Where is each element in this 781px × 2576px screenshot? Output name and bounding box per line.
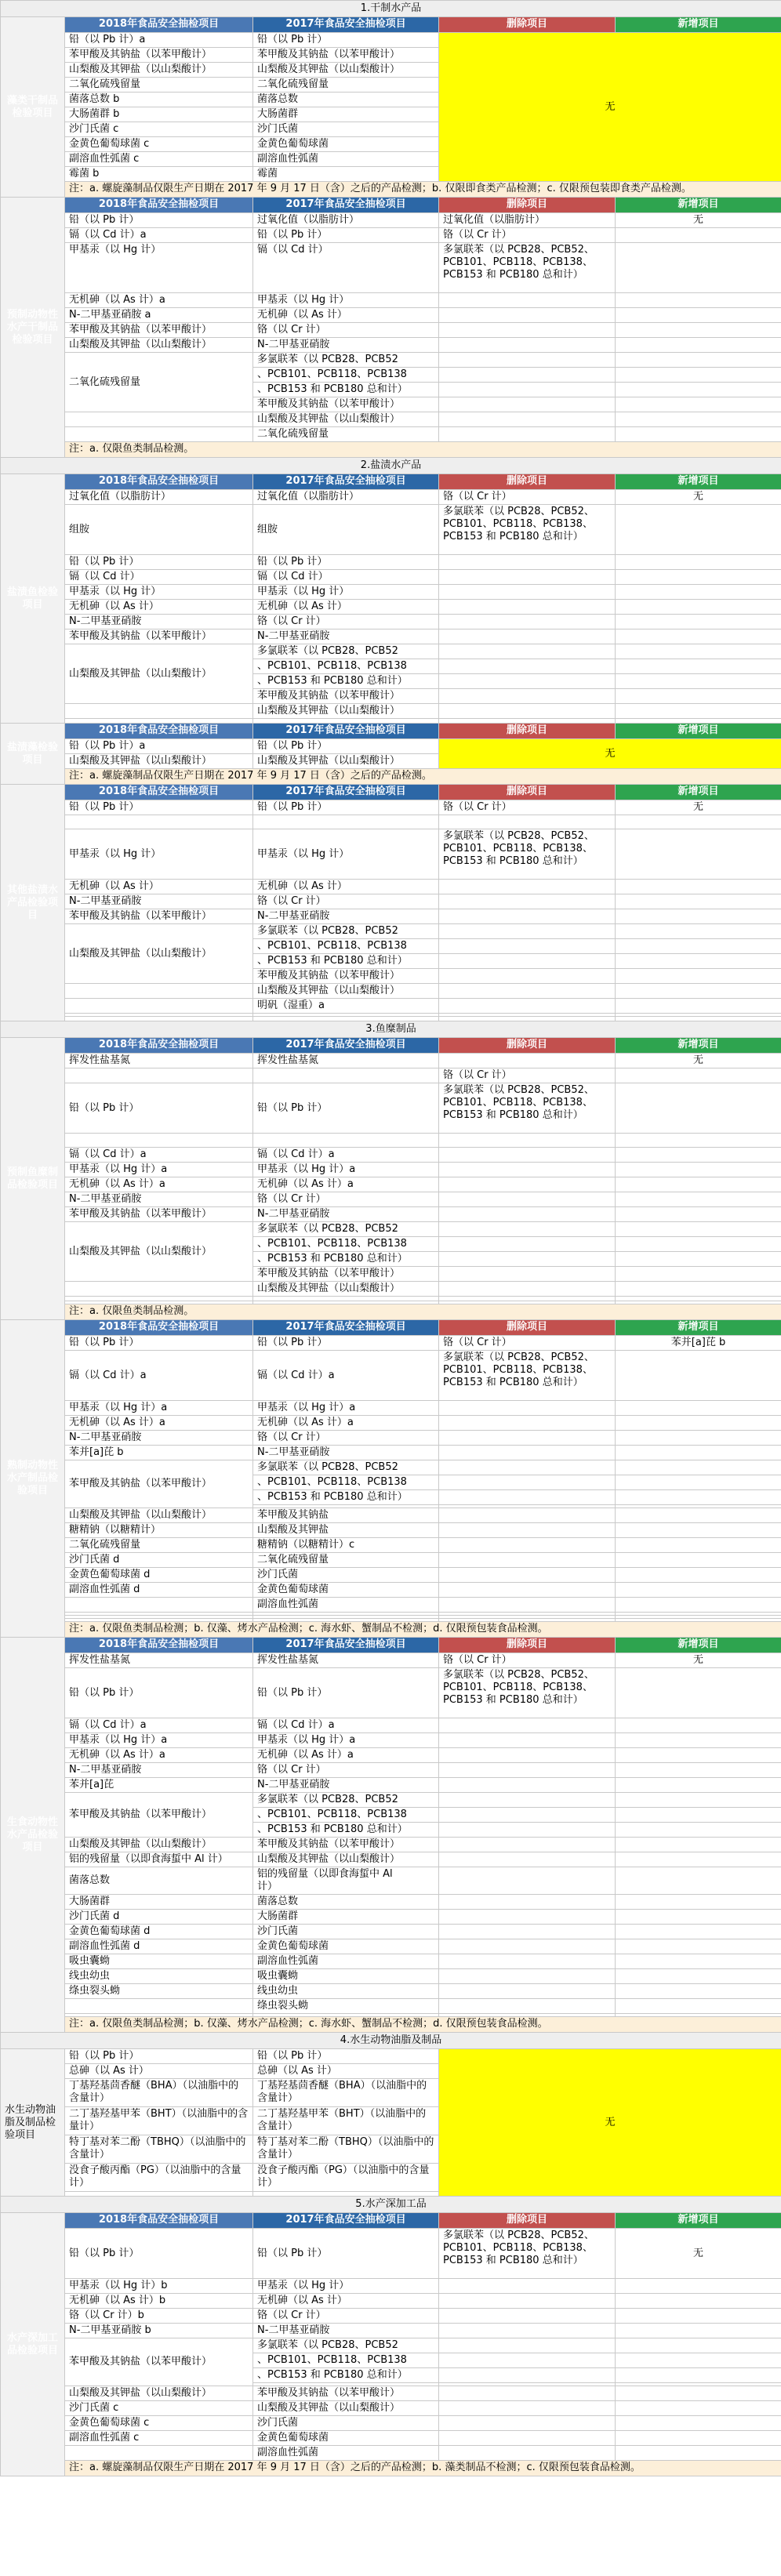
item-2018: 二氧化硫残留量 <box>65 78 253 93</box>
category-label: 其他盐渍水产品检验项目 <box>1 785 65 1021</box>
item-2018: N-二甲基亚硝胺 <box>65 615 253 629</box>
item-2017: 山梨酸及其钾盐（以山梨酸计） <box>253 754 439 769</box>
item-2017: 苯甲酸及其钠盐 <box>253 1508 439 1523</box>
item-2017: 铬（以 Cr 计） <box>253 2309 439 2324</box>
item-2017: 山梨酸及其钾盐（以山梨酸计） <box>253 2401 439 2416</box>
item-2017: 铬（以 Cr 计） <box>253 1431 439 1446</box>
item-2018: 镉（以 Cd 计）a <box>65 228 253 243</box>
category-label: 熟制动物性水产制品检验项目 <box>1 1320 65 1638</box>
item-2017: 特丁基对苯二酚（TBHQ）（以油脂中的含量计） <box>253 2135 439 2164</box>
item-2017: N-二甲基亚硝胺 <box>253 629 439 644</box>
item-2018: 挥发性盐基氮 <box>65 1054 253 1068</box>
item-2017: 多氯联苯（以 PCB28、PCB52 <box>253 644 439 659</box>
item-2017-line-1: 铝的残留量（以即食海蜇中 Al <box>257 1868 393 1880</box>
item-2017: 金黄色葡萄球菌 <box>253 1583 439 1598</box>
header-deleted: 删除项目 <box>439 1638 616 1653</box>
item-2017: 绦虫裂头蚴 <box>253 1999 439 2014</box>
item-2018: 大肠菌群 b <box>65 107 253 122</box>
item-2017: 副溶血性弧菌 <box>253 2446 439 2461</box>
section-title: 2.盐渍水产品 <box>1 458 781 474</box>
deleted-item: 铬（以 Cr 计） <box>439 1653 616 1668</box>
item-2018: N-二甲基亚硝胺 b <box>65 2324 253 2338</box>
header-added: 新增项目 <box>616 474 781 490</box>
item-2018: 苯并[a]芘 b <box>65 1446 253 1460</box>
item-2018: N-二甲基亚硝胺 <box>65 1431 253 1446</box>
item-2017: 镉（以 Cd 计）a <box>253 1148 439 1163</box>
item-2017: 铅（以 Pb 计） <box>253 800 439 815</box>
item-2017-line-2: 计） <box>257 1881 278 1892</box>
item-2017: 多氯联苯（以 PCB28、PCB52 <box>253 2338 439 2353</box>
item-2017: 、PCB153 和 PCB180 总和计） <box>253 1823 439 1838</box>
deleted-item: 铬（以 Cr 计） <box>439 490 616 505</box>
item-2017: 、PCB153 和 PCB180 总和计） <box>253 383 439 397</box>
item-2017: 铬（以 Cr 计） <box>253 894 439 909</box>
header-deleted: 删除项目 <box>439 2213 616 2229</box>
item-2017: N-二甲基亚硝胺 <box>253 909 439 924</box>
item-2018: 甲基汞（以 Hg 计） <box>65 243 253 293</box>
item-2018: 甲基汞（以 Hg 计）a <box>65 1733 253 1748</box>
item-2017: 苯甲酸及其钠盐（以苯甲酸计） <box>253 689 439 704</box>
item-2018: 沙门氏菌 c <box>65 2401 253 2416</box>
item-2017: 苯甲酸及其钠盐（以苯甲酸计） <box>253 969 439 984</box>
item-2017: 大肠菌群 <box>253 1910 439 1925</box>
header-2018: 2018年食品安全抽检项目 <box>65 724 253 739</box>
item-2017: 过氧化值（以脂肪计） <box>253 490 439 505</box>
item-2017: 多氯联苯（以 PCB28、PCB52 <box>253 1222 439 1237</box>
header-added: 新增项目 <box>616 724 781 739</box>
item-2017 <box>253 1867 439 1895</box>
item-2018: 挥发性盐基氮 <box>65 1653 253 1668</box>
item-2017: 铅（以 Pb 计） <box>253 1336 439 1351</box>
item-2018: 铅（以 Pb 计） <box>65 800 253 815</box>
item-2018: 菌落总数 <box>65 1867 253 1895</box>
note: 注：a. 螺旋藻制品仅限生产日期在 2017 年 9 月 17 日（含）之后的产品检测；b. 藻类制品不检测；c. 仅限预包装食品检测。 <box>65 2461 781 2476</box>
note: 注：a. 仅限鱼类制品检测；b. 仅藻、烤水产品检测；c. 海水虾、蟹制品不检测；d. 仅限预包装食品检测。 <box>65 2017 781 2033</box>
item-2017: 总砷（以 As 计） <box>253 2064 439 2079</box>
item-2017: 二氧化硫残留量 <box>253 1553 439 1568</box>
header-deleted: 删除项目 <box>439 474 616 490</box>
header-2018: 2018年食品安全抽检项目 <box>65 2213 253 2229</box>
item-2018: 苯甲酸及其钠盐（以苯甲酸计） <box>65 909 253 924</box>
item-2018: 苯甲酸及其钠盐（以苯甲酸计） <box>65 2338 253 2386</box>
section-title: 4.水生动物油脂及制品 <box>1 2033 781 2049</box>
item-2017: 沙门氏菌 <box>253 1568 439 1583</box>
item-2017: 无机砷（以 As 计） <box>253 308 439 323</box>
item-2017: 甲基汞（以 Hg 计）a <box>253 1401 439 1416</box>
item-2018: 总砷（以 As 计） <box>65 2064 253 2079</box>
item-2018: 无机砷（以 As 计）a <box>65 1416 253 1431</box>
item-2017: 、PCB101、PCB118、PCB138 <box>253 2353 439 2368</box>
item-2017: 霉菌 <box>253 167 439 182</box>
item-2017: 、PCB101、PCB118、PCB138 <box>253 939 439 954</box>
item-2017: 苯甲酸及其钠盐（以苯甲酸计） <box>253 1267 439 1282</box>
item-2017: 铅（以 Pb 计） <box>253 1083 439 1134</box>
item-2018: 无机砷（以 As 计） <box>65 880 253 894</box>
item-2018: 山梨酸及其钾盐（以山梨酸计） <box>65 754 253 769</box>
item-2018: 副溶血性弧菌 c <box>65 152 253 167</box>
item-2017: 副溶血性弧菌 <box>253 1954 439 1969</box>
item-2018: 苯甲酸及其钠盐（以苯甲酸计） <box>65 323 253 338</box>
item-2018: 甲基汞（以 Hg 计）b <box>65 2279 253 2294</box>
category-label: 水产深加工品检验项目 <box>1 2213 65 2476</box>
item-2017: 铅（以 Pb 计） <box>253 739 439 754</box>
item-2018: 无机砷（以 As 计）a <box>65 293 253 308</box>
item-2017: 、PCB153 和 PCB180 总和计） <box>253 1252 439 1267</box>
header-deleted: 删除项目 <box>439 1038 616 1054</box>
item-2018: 山梨酸及其钾盐（以山梨酸计） <box>65 1508 253 1523</box>
item-2018: 副溶血性弧菌 d <box>65 1939 253 1954</box>
header-deleted: 删除项目 <box>439 17 616 33</box>
item-2017: 甲基汞（以 Hg 计）a <box>253 1163 439 1177</box>
item-2017: 铬（以 Cr 计） <box>253 615 439 629</box>
item-2017: 丁基羟基茴香醚（BHA）（以油脂中的含量计） <box>253 2079 439 2107</box>
item-2017: 铅（以 Pb 计） <box>253 2229 439 2279</box>
item-2017: 铬（以 Cr 计） <box>253 1763 439 1778</box>
item-2017: 、PCB153 和 PCB180 总和计） <box>253 674 439 689</box>
no-change-cell: 无 <box>439 2049 781 2197</box>
item-2018: 过氧化值（以脂肪计） <box>65 490 253 505</box>
deleted-item: 多氯联苯（以 PCB28、PCB52、PCB101、PCB118、PCB138、PCB153 和 PCB180 总和计） <box>439 243 616 293</box>
item-2017: 甲基汞（以 Hg 计）a <box>253 1733 439 1748</box>
item-2018: 无机砷（以 As 计） <box>65 600 253 615</box>
item-2017: 铅（以 Pb 计） <box>253 1668 439 1718</box>
item-2018: 铅（以 Pb 计）a <box>65 33 253 48</box>
item-2017: 、PCB153 和 PCB180 总和计） <box>253 2368 439 2383</box>
item-2017: 苯甲酸及其钠盐（以苯甲酸计） <box>253 1838 439 1852</box>
header-2018: 2018年食品安全抽检项目 <box>65 1038 253 1054</box>
deleted-item: 多氯联苯（以 PCB28、PCB52、PCB101、PCB118、PCB138、PCB153 和 PCB180 总和计） <box>439 1668 616 1718</box>
item-2017: 组胺 <box>253 505 439 555</box>
item-2017: 、PCB153 和 PCB180 总和计） <box>253 954 439 969</box>
item-2017: 山梨酸及其钾盐（以山梨酸计） <box>253 63 439 78</box>
item-2018: 镉（以 Cd 计）a <box>65 1148 253 1163</box>
category-label: 藻类干制品检验项目 <box>1 17 65 198</box>
item-2017: 镉（以 Cd 计） <box>253 243 439 293</box>
header-2018: 2018年食品安全抽检项目 <box>65 1320 253 1336</box>
category-label: 水生动物油脂及制品检验项目 <box>1 2049 65 2197</box>
item-2017: 二氧化硫残留量 <box>253 78 439 93</box>
item-2017: 金黄色葡萄球菌 <box>253 2431 439 2446</box>
item-2018: 特丁基对苯二酚（TBHQ）（以油脂中的含量计） <box>65 2135 253 2164</box>
header-added: 新增项目 <box>616 17 781 33</box>
item-2018: 铅（以 Pb 计） <box>65 1336 253 1351</box>
item-2017: 甲基汞（以 Hg 计） <box>253 293 439 308</box>
deleted-item: 铬（以 Cr 计） <box>439 1068 616 1083</box>
no-change-cell: 无 <box>439 33 781 182</box>
item-2017: 山梨酸及其钾盐（以山梨酸计） <box>253 984 439 999</box>
item-2017: 、PCB101、PCB118、PCB138 <box>253 1808 439 1823</box>
item-2017: 糖精钠（以糖精计）c <box>253 1538 439 1553</box>
item-2018: 二氧化硫残留量 <box>65 353 253 412</box>
item-2018: 沙门氏菌 d <box>65 1553 253 1568</box>
item-2017: 无机砷（以 As 计） <box>253 600 439 615</box>
note: 注：a. 螺旋藻制品仅限生产日期在 2017 年 9 月 17 日（含）之后的产品检测。 <box>65 769 781 785</box>
header-2018: 2018年食品安全抽检项目 <box>65 198 253 213</box>
item-2017: 金黄色葡萄球菌 <box>253 1939 439 1954</box>
item-2018: 吸虫囊蚴 <box>65 1954 253 1969</box>
item-2017: 沙门氏菌 <box>253 2416 439 2431</box>
deleted-item: 多氯联苯（以 PCB28、PCB52、PCB101、PCB118、PCB138、PCB153 和 PCB180 总和计） <box>439 1351 616 1401</box>
item-2017: 没食子酸丙酯（PG）（以油脂中的含量计） <box>253 2164 439 2192</box>
header-added: 新增项目 <box>616 2213 781 2229</box>
header-2018: 2018年食品安全抽检项目 <box>65 17 253 33</box>
header-2017: 2017年食品安全抽检项目 <box>253 474 439 490</box>
item-2018: 山梨酸及其钾盐（以山梨酸计） <box>65 924 253 984</box>
header-deleted: 删除项目 <box>439 785 616 800</box>
header-added: 新增项目 <box>616 785 781 800</box>
item-2018: 铅（以 Pb 计） <box>65 1668 253 1718</box>
item-2018: 苯甲酸及其钠盐（以苯甲酸计） <box>65 1460 253 1508</box>
item-2017: 副溶血性弧菌 <box>253 1598 439 1613</box>
item-2018: 二丁基羟基甲苯（BHT）（以油脂中的含量计） <box>65 2107 253 2135</box>
item-2017: 无机砷（以 As 计）a <box>253 1748 439 1763</box>
item-2017: 苯甲酸及其钠盐（以苯甲酸计） <box>253 2386 439 2401</box>
item-2018: 山梨酸及其钾盐（以山梨酸计） <box>65 644 253 704</box>
item-2017: 苯甲酸及其钠盐（以苯甲酸计） <box>253 48 439 63</box>
item-2017: 铅（以 Pb 计） <box>253 2049 439 2064</box>
item-2018: 金黄色葡萄球菌 d <box>65 1925 253 1939</box>
item-2018: 山梨酸及其钾盐（以山梨酸计） <box>65 1838 253 1852</box>
item-2018: 甲基汞（以 Hg 计）a <box>65 1401 253 1416</box>
item-2017: 甲基汞（以 Hg 计） <box>253 829 439 880</box>
item-2018: 山梨酸及其钾盐（以山梨酸计） <box>65 1222 253 1282</box>
item-2018: 甲基汞（以 Hg 计） <box>65 585 253 600</box>
item-2017: 铬（以 Cr 计） <box>253 1192 439 1207</box>
item-2018: 镉（以 Cd 计）a <box>65 1718 253 1733</box>
section-title: 3.鱼糜制品 <box>1 1021 781 1038</box>
item-2018: 铅（以 Pb 计） <box>65 213 253 228</box>
added-item: 无 <box>616 490 781 505</box>
item-2018: 苯甲酸及其钠盐（以苯甲酸计） <box>65 1207 253 1222</box>
item-2017: 明矾（湿重）a <box>253 999 439 1014</box>
item-2018: 丁基羟基茴香醚（BHA）（以油脂中的含量计） <box>65 2079 253 2107</box>
item-2017: N-二甲基亚硝胺 <box>253 1778 439 1793</box>
category-label: 预制动物性水产干制品检验项目 <box>1 198 65 458</box>
item-2017: 挥发性盐基氮 <box>253 1653 439 1668</box>
item-2018: 山梨酸及其钾盐（以山梨酸计） <box>65 2386 253 2401</box>
item-2018: 糖精钠（以糖精计） <box>65 1523 253 1538</box>
no-change-cell: 无 <box>439 739 781 769</box>
deleted-item: 多氯联苯（以 PCB28、PCB52、PCB101、PCB118、PCB138、PCB153 和 PCB180 总和计） <box>439 1083 616 1134</box>
deleted-item: 铬（以 Cr 计） <box>439 228 616 243</box>
item-2017: 山梨酸及其钾盐（以山梨酸计） <box>253 412 439 427</box>
item-2017: 甲基汞（以 Hg 计） <box>253 2279 439 2294</box>
item-2017: 铬（以 Cr 计） <box>253 323 439 338</box>
item-2018: 菌落总数 b <box>65 93 253 107</box>
header-deleted: 删除项目 <box>439 724 616 739</box>
item-2017: 过氧化值（以脂肪计） <box>253 213 439 228</box>
item-2017: 铅（以 Pb 计） <box>253 228 439 243</box>
item-2017: 挥发性盐基氮 <box>253 1054 439 1068</box>
item-2017: 二氧化硫残留量 <box>253 427 439 442</box>
item-2018: 组胺 <box>65 505 253 555</box>
item-2018: 镉（以 Cd 计）a <box>65 1351 253 1401</box>
header-2017: 2017年食品安全抽检项目 <box>253 198 439 213</box>
item-2017: 无机砷（以 As 计）a <box>253 1177 439 1192</box>
header-2017: 2017年食品安全抽检项目 <box>253 17 439 33</box>
item-2018: N-二甲基亚硝胺 <box>65 1763 253 1778</box>
item-2018: 二氧化硫残留量 <box>65 1538 253 1553</box>
item-2017: 苯甲酸及其钠盐（以苯甲酸计） <box>253 397 439 412</box>
item-2018: 绦虫裂头蚴 <box>65 1984 253 1999</box>
added-item: 无 <box>616 800 781 815</box>
added-item: 无 <box>616 1653 781 1668</box>
note: 注：a. 仅限鱼类制品检测；b. 仅藻、烤水产品检测；c. 海水虾、蟹制品不检测；d. 仅限预包装食品检测。 <box>65 1622 781 1638</box>
item-2018: 金黄色葡萄球菌 c <box>65 137 253 152</box>
item-2018: 山梨酸及其钾盐（以山梨酸计） <box>65 63 253 78</box>
item-2018: 沙门氏菌 c <box>65 122 253 137</box>
item-2018: 苯甲酸及其钠盐（以苯甲酸计） <box>65 48 253 63</box>
item-2017: 多氯联苯（以 PCB28、PCB52 <box>253 353 439 368</box>
category-label: 预制鱼糜制品检验项目 <box>1 1038 65 1320</box>
item-2018: 铬（以 Cr 计）b <box>65 2309 253 2324</box>
deleted-item: 多氯联苯（以 PCB28、PCB52、PCB101、PCB118、PCB138、PCB153 和 PCB180 总和计） <box>439 2229 616 2279</box>
deleted-item: 多氯联苯（以 PCB28、PCB52、PCB101、PCB118、PCB138、PCB153 和 PCB180 总和计） <box>439 829 616 880</box>
item-2017: N-二甲基亚硝胺 <box>253 1207 439 1222</box>
item-2018: 苯甲酸及其钠盐（以苯甲酸计） <box>65 629 253 644</box>
item-2017: 山梨酸及其钾盐（以山梨酸计） <box>253 704 439 719</box>
item-2018: 副溶血性弧菌 d <box>65 1583 253 1598</box>
category-label: 盐渍藻检验项目 <box>1 724 65 785</box>
item-2017: 无机砷（以 As 计）a <box>253 1416 439 1431</box>
header-added: 新增项目 <box>616 1038 781 1054</box>
item-2017: 沙门氏菌 <box>253 1925 439 1939</box>
item-2018: 铅（以 Pb 计） <box>65 2049 253 2064</box>
item-2017: 多氯联苯（以 PCB28、PCB52 <box>253 1793 439 1808</box>
section-title: 5.水产深加工品 <box>1 2197 781 2213</box>
deleted-item: 多氯联苯（以 PCB28、PCB52、PCB101、PCB118、PCB138、PCB153 和 PCB180 总和计） <box>439 505 616 555</box>
item-2018: 沙门氏菌 d <box>65 1910 253 1925</box>
header-added: 新增项目 <box>616 1638 781 1653</box>
header-2017: 2017年食品安全抽检项目 <box>253 724 439 739</box>
item-2018: 铅（以 Pb 计）a <box>65 739 253 754</box>
header-2017: 2017年食品安全抽检项目 <box>253 2213 439 2229</box>
item-2017: 镉（以 Cd 计）a <box>253 1351 439 1401</box>
item-2017: N-二甲基亚硝胺 <box>253 2324 439 2338</box>
note: 注：a. 仅限鱼类制品检测。 <box>65 1304 781 1320</box>
item-2017: 、PCB153 和 PCB180 总和计） <box>253 1490 439 1505</box>
item-2017: 多氯联苯（以 PCB28、PCB52 <box>253 1460 439 1475</box>
item-2017: 山梨酸及其钾盐（以山梨酸计） <box>253 1852 439 1867</box>
item-2018: 无机砷（以 As 计）a <box>65 1177 253 1192</box>
item-2017: 甲基汞（以 Hg 计） <box>253 585 439 600</box>
added-item: 无 <box>616 2229 781 2279</box>
item-2018: 没食子酸丙酯（PG）（以油脂中的含量计） <box>65 2164 253 2192</box>
item-2018: 霉菌 b <box>65 167 253 182</box>
header-2017: 2017年食品安全抽检项目 <box>253 1320 439 1336</box>
deleted-item: 铬（以 Cr 计） <box>439 800 616 815</box>
note: 注：a. 螺旋藻制品仅限生产日期在 2017 年 9 月 17 日（含）之后的产品检测；b. 仅限即食类产品检测；c. 仅限预包装即食类产品检测。 <box>65 182 781 198</box>
item-2018: N-二甲基亚硝胺 <box>65 1192 253 1207</box>
item-2018: 甲基汞（以 Hg 计）a <box>65 1163 253 1177</box>
item-2017: 山梨酸及其钾盐（以山梨酸计） <box>253 1282 439 1297</box>
item-2017: 、PCB101、PCB118、PCB138 <box>253 1237 439 1252</box>
item-2018: 甲基汞（以 Hg 计） <box>65 829 253 880</box>
note: 注：a. 仅限鱼类制品检测。 <box>65 442 781 458</box>
item-2017: 无机砷（以 As 计） <box>253 2294 439 2309</box>
item-2017: 沙门氏菌 <box>253 122 439 137</box>
item-2017: 、PCB101、PCB118、PCB138 <box>253 368 439 383</box>
item-2017: 山梨酸及其钾盐 <box>253 1523 439 1538</box>
item-2017: 多氯联苯（以 PCB28、PCB52 <box>253 924 439 939</box>
item-2018: 镉（以 Cd 计） <box>65 570 253 585</box>
item-2017: 菌落总数 <box>253 1895 439 1910</box>
item-2017: 金黄色葡萄球菌 <box>253 137 439 152</box>
item-2018: N-二甲基亚硝胺 <box>65 894 253 909</box>
header-2017: 2017年食品安全抽检项目 <box>253 1038 439 1054</box>
header-2018: 2018年食品安全抽检项目 <box>65 1638 253 1653</box>
added-item: 无 <box>616 1054 781 1068</box>
header-2017: 2017年食品安全抽检项目 <box>253 785 439 800</box>
item-2017: 线虫幼虫 <box>253 1984 439 1999</box>
item-2017: 副溶血性弧菌 <box>253 152 439 167</box>
item-2017: 铅（以 Pb 计） <box>253 555 439 570</box>
item-2017: N-二甲基亚硝胺 <box>253 1446 439 1460</box>
item-2017: 无机砷（以 As 计） <box>253 880 439 894</box>
category-label: 生食动物性水产品检验项目 <box>1 1638 65 2033</box>
item-2018: 金黄色葡萄球菌 d <box>65 1568 253 1583</box>
item-2018: 山梨酸及其钾盐（以山梨酸计） <box>65 338 253 353</box>
item-2018: 无机砷（以 As 计）a <box>65 1748 253 1763</box>
category-label: 盐渍鱼检验项目 <box>1 474 65 724</box>
item-2018: 大肠菌群 <box>65 1895 253 1910</box>
header-added: 新增项目 <box>616 1320 781 1336</box>
item-2018: 苯甲酸及其钠盐（以苯甲酸计） <box>65 1793 253 1838</box>
item-2018: 副溶血性弧菌 c <box>65 2431 253 2446</box>
header-deleted: 删除项目 <box>439 198 616 213</box>
item-2017: 吸虫囊蚴 <box>253 1969 439 1984</box>
added-item: 苯并[a]芘 b <box>616 1336 781 1351</box>
header-deleted: 删除项目 <box>439 1320 616 1336</box>
item-2018: N-二甲基亚硝胺 a <box>65 308 253 323</box>
item-2018: 铅（以 Pb 计） <box>65 555 253 570</box>
added-item: 无 <box>616 213 781 228</box>
item-2017: 二丁基羟基甲苯（BHT）（以油脂中的含量计） <box>253 2107 439 2135</box>
item-2017: N-二甲基亚硝胺 <box>253 338 439 353</box>
item-2018: 线虫幼虫 <box>65 1969 253 1984</box>
item-2017: 、PCB101、PCB118、PCB138 <box>253 1475 439 1490</box>
item-2018: 铝的残留量（以即食海蜇中 Al 计） <box>65 1852 253 1867</box>
item-2018: 铅（以 Pb 计） <box>65 2229 253 2279</box>
item-2018: 苯并[a]芘 <box>65 1778 253 1793</box>
item-2017: 、PCB101、PCB118、PCB138 <box>253 659 439 674</box>
item-2017: 铅（以 Pb 计） <box>253 33 439 48</box>
item-2017: 菌落总数 <box>253 93 439 107</box>
item-2018: 铅（以 Pb 计） <box>65 1083 253 1134</box>
header-2017: 2017年食品安全抽检项目 <box>253 1638 439 1653</box>
deleted-item: 过氧化值（以脂肪计） <box>439 213 616 228</box>
deleted-item: 铬（以 Cr 计） <box>439 1336 616 1351</box>
item-2018: 金黄色葡萄球菌 c <box>65 2416 253 2431</box>
section-title: 1.干制水产品 <box>1 1 781 17</box>
header-added: 新增项目 <box>616 198 781 213</box>
header-2018: 2018年食品安全抽检项目 <box>65 474 253 490</box>
item-2017: 镉（以 Cd 计）a <box>253 1718 439 1733</box>
header-2018: 2018年食品安全抽检项目 <box>65 785 253 800</box>
item-2018: 无机砷（以 As 计）b <box>65 2294 253 2309</box>
item-2017: 镉（以 Cd 计） <box>253 570 439 585</box>
item-2017: 大肠菌群 <box>253 107 439 122</box>
